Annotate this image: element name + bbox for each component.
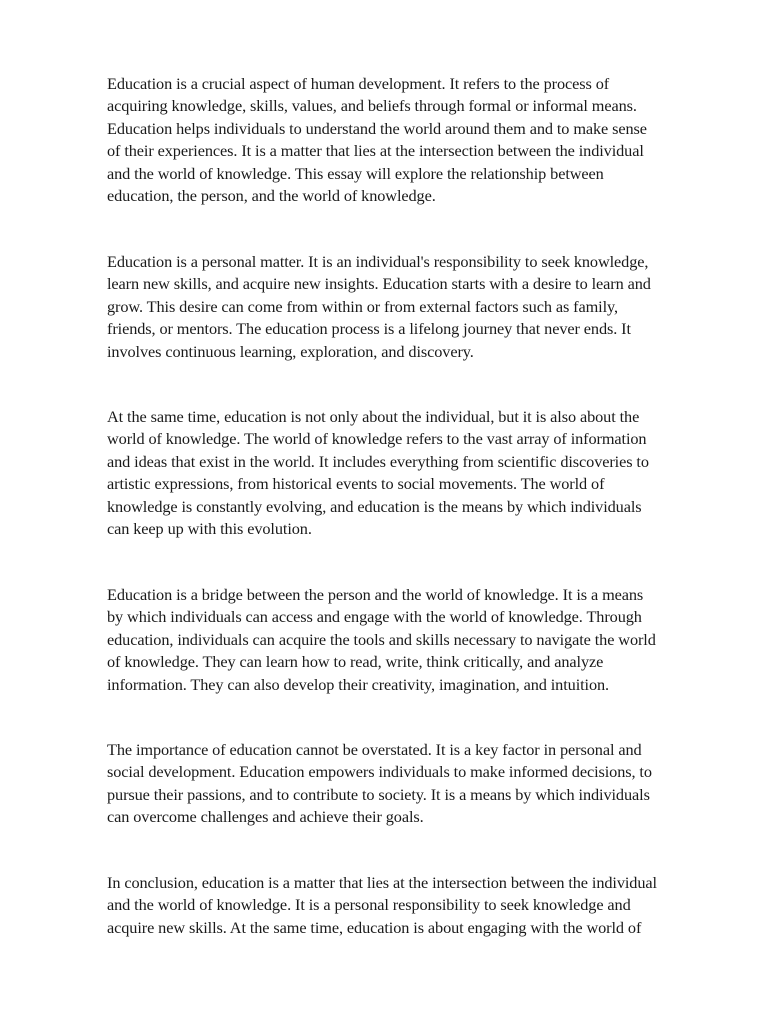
text-line: Education is a crucial aspect of human development. It refers to the process of bbox=[107, 74, 610, 93]
text-line: Education helps individuals to understand the world around them and to make sense bbox=[107, 118, 647, 138]
text-line: knowledge is constantly evolving, and education is the means by which individuals bbox=[107, 496, 642, 516]
text-line: and ideas that exist in the world. It includes everything from scientific discoveries to bbox=[107, 451, 649, 471]
paragraph-personal-matter bbox=[107, 251, 719, 363]
text-line: involves continuous learning, exploration, and discovery. bbox=[107, 341, 474, 361]
text-line: social development. Education empowers individuals to make informed decisions, to bbox=[107, 762, 652, 782]
text-line: information. They can also develop their creativity, imagination, and intuition. bbox=[107, 674, 610, 694]
paragraph-introduction bbox=[107, 73, 719, 207]
text-line: of knowledge. They can learn how to read, write, think critically, and analyze bbox=[107, 652, 604, 672]
text-line: friends, or mentors. The education process is a lifelong journey that never ends. It bbox=[107, 319, 631, 339]
text-line: can keep up with this evolution. bbox=[107, 519, 312, 539]
text-line: acquiring knowledge, skills, values, and beliefs through formal or informal means. bbox=[107, 96, 637, 116]
text-line: Education is a bridge between the person and the world of knowledge. It is a means bbox=[107, 585, 644, 604]
paragraph-conclusion bbox=[107, 872, 719, 939]
text-line: of their experiences. It is a matter that lies at the intersection between the individual bbox=[107, 141, 644, 161]
paragraph-bridge bbox=[107, 584, 719, 696]
text-line: by which individuals can access and engage with the world of knowledge. Through bbox=[107, 607, 642, 627]
text-line: and the world of knowledge. It is a personal responsibility to seek knowledge and bbox=[107, 895, 631, 915]
text-line: can overcome challenges and achieve their goals. bbox=[107, 807, 424, 827]
text-line: and the world of knowledge. This essay will explore the relationship between bbox=[107, 163, 604, 183]
text-line: Education is a personal matter. It is an individual's responsibility to seek knowledge, bbox=[107, 252, 649, 271]
text-line: acquire new skills. At the same time, education is about engaging with the world of bbox=[107, 917, 642, 937]
text-line: education, the person, and the world of knowledge. bbox=[107, 186, 436, 206]
text-line: pursue their passions, and to contribute to society. It is a means by which individuals bbox=[107, 784, 650, 804]
text-line: learn new skills, and acquire new insights. Education starts with a desire to learn and bbox=[107, 274, 651, 294]
paragraph-world-of-knowledge bbox=[107, 406, 719, 540]
text-line: education, individuals can acquire the tools and skills necessary to navigate the world bbox=[107, 629, 656, 649]
text-line: The importance of education cannot be overstated. It is a key factor in personal and bbox=[107, 740, 642, 759]
text-line: In conclusion, education is a matter that lies at the intersection between the individual bbox=[107, 873, 657, 892]
text-line: artistic expressions, from historical events to social movements. The world of bbox=[107, 474, 605, 494]
paragraph-importance bbox=[107, 739, 719, 829]
text-line: At the same time, education is not only about the individual, but it is also about the bbox=[107, 407, 640, 426]
text-line: world of knowledge. The world of knowledge refers to the vast array of information bbox=[107, 429, 647, 449]
text-line: grow. This desire can come from within or from external factors such as family, bbox=[107, 296, 618, 316]
